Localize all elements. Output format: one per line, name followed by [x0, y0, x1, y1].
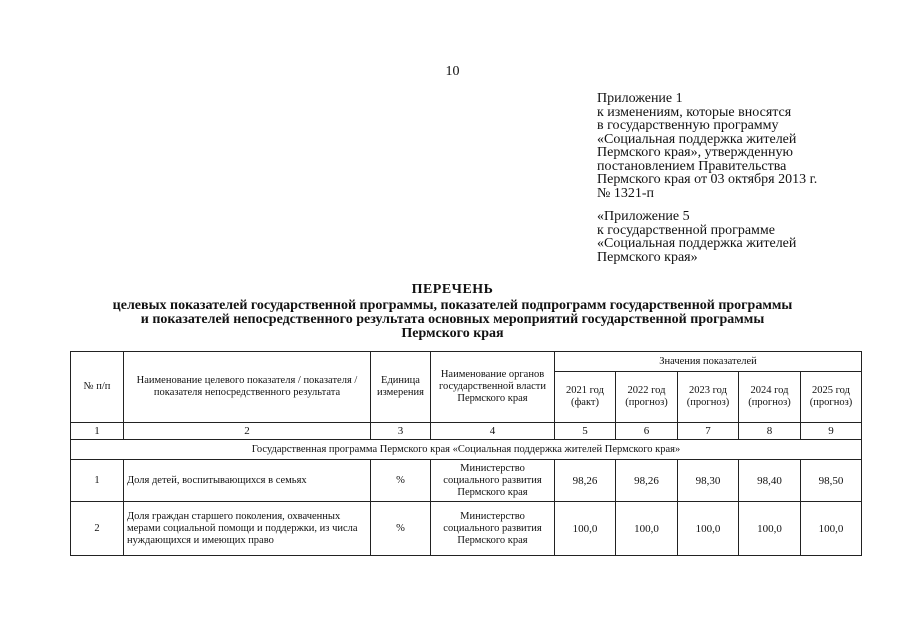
header-year-kind: (прогноз)	[686, 397, 730, 408]
header-year-kind: (факт)	[570, 397, 599, 408]
row-value: 98,26	[555, 460, 616, 502]
header-year-kind: (прогноз)	[809, 397, 853, 408]
header-values: Значения показателей	[555, 352, 862, 372]
row-value: 98,30	[678, 460, 739, 502]
header-year-kind: (прогноз)	[748, 397, 791, 408]
column-index: 6	[616, 423, 678, 440]
column-index: 3	[371, 423, 431, 440]
column-index: 1	[71, 423, 124, 440]
row-value: 100,0	[555, 502, 616, 556]
document-title: ПЕРЕЧЕНЬ	[411, 282, 494, 297]
header-authority: Наименование органов государственной власти Пермского края	[431, 352, 555, 423]
appendix-1-block	[597, 92, 897, 200]
row-indicator-name: Доля граждан старшего поколения, охваченных мерами социальной помощи и поддержки, из числа нуждающихся и имеющих право	[124, 502, 371, 556]
row-unit: %	[371, 460, 431, 502]
appendix-5-block	[597, 210, 897, 264]
header-year-cell	[678, 372, 739, 423]
header-year-cell	[555, 372, 616, 423]
header-unit: Единица измерения	[371, 352, 431, 423]
row-value: 100,0	[616, 502, 678, 556]
column-index: 7	[678, 423, 739, 440]
row-value: 100,0	[739, 502, 801, 556]
appendix-5-line: Пермского края»	[597, 249, 698, 265]
header-year-kind: (прогноз)	[625, 397, 668, 408]
header-year: 2024 год	[750, 385, 789, 396]
header-num: № п/п	[71, 352, 124, 423]
document-subtitle	[40, 299, 865, 341]
column-index: 2	[124, 423, 371, 440]
subtitle-line: целевых показателей государственной программы, показателей подпрограмм государственной программы	[112, 298, 793, 313]
row-value: 98,26	[616, 460, 678, 502]
header-year: 2023 год	[689, 385, 727, 396]
appendix-1-line: Пермского края», утвержденную	[597, 145, 793, 160]
column-index-row	[71, 423, 862, 440]
row-value: 100,0	[678, 502, 739, 556]
row-indicator-name: Доля детей, воспитывающихся в семьях	[124, 460, 371, 502]
row-value: 98,40	[739, 460, 801, 502]
header-year-cell	[801, 372, 862, 423]
table-header-row	[71, 352, 862, 372]
header-year: 2025 год	[812, 385, 850, 396]
row-authority: Министерство социального развития Пермского края	[431, 460, 555, 502]
indicators-table	[70, 351, 862, 556]
appendix-1-line: постановлением Правительства	[597, 158, 787, 174]
row-authority: Министерство социального развития Пермского края	[431, 502, 555, 556]
section-row	[71, 440, 862, 460]
appendix-1-line: № 1321-п	[597, 185, 655, 201]
row-num: 1	[71, 460, 124, 502]
appendix-1-line: к изменениям, которые вносятся	[597, 104, 792, 120]
table-row	[71, 502, 862, 556]
appendix-1-line: в государственную программу	[597, 118, 779, 133]
subtitle-line: Пермского края	[401, 326, 504, 341]
header-year-cell	[739, 372, 801, 423]
appendix-5-line: «Приложение 5	[597, 209, 690, 224]
header-year: 2022 год	[627, 385, 666, 396]
appendix-5-line: «Социальная поддержка жителей	[597, 236, 797, 251]
header-year-cell	[616, 372, 678, 423]
appendix-1-line: Пермского края от 03 октября 2013 г.	[597, 172, 818, 187]
subtitle-line: и показателей непосредственного результата основных мероприятий государственной программы	[140, 312, 765, 327]
row-value: 98,50	[801, 460, 862, 502]
header-indicator-name: Наименование целевого показателя / показателя / показателя непосредственного результата	[124, 352, 371, 423]
appendix-1-line: «Социальная поддержка жителей	[597, 131, 797, 147]
row-value: 100,0	[801, 502, 862, 556]
column-index: 5	[555, 423, 616, 440]
header-year: 2021 год	[566, 385, 604, 396]
column-index: 4	[431, 423, 555, 440]
appendix-5-line: к государственной программе	[597, 222, 775, 238]
table-row	[71, 460, 862, 502]
appendix-1-line: Приложение 1	[597, 91, 683, 106]
row-unit: %	[371, 502, 431, 556]
row-num: 2	[71, 502, 124, 556]
section-title: Государственная программа Пермского края «Социальная поддержка жителей Пермского края»	[71, 440, 862, 460]
column-index: 8	[739, 423, 801, 440]
column-index: 9	[801, 423, 862, 440]
page-number: 10	[445, 64, 460, 79]
